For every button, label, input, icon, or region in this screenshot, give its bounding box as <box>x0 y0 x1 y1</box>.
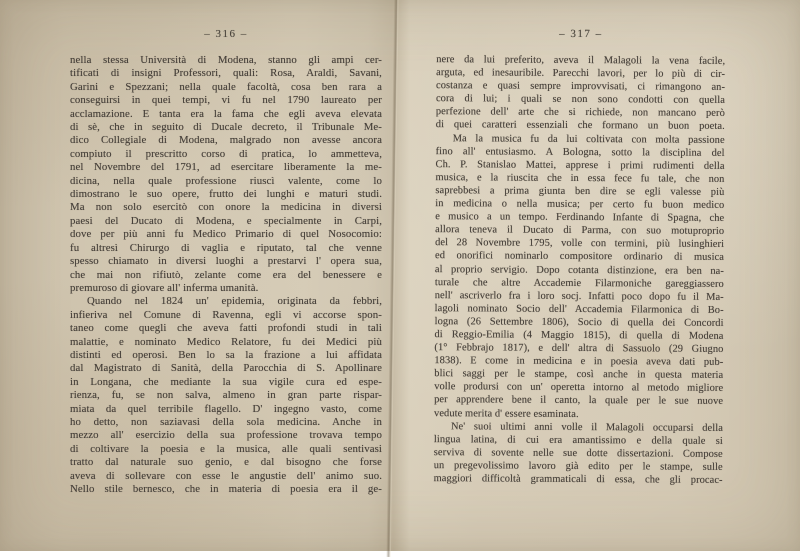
page-number-left: – 316 – <box>204 28 248 40</box>
text-line: che mai non rifiutò, zelante come era del benessere e <box>70 268 382 281</box>
text-line: nella stessa Università di Modena, stanno gli ampi cer- <box>70 54 382 66</box>
text-line: malattie, e nominato Medico Relatore, fu dei Medici più <box>70 335 382 348</box>
text-line: vedute merita d' essere esaminata. <box>434 407 579 420</box>
text-line: perfezione dell' arte che si richiede, non mancano però <box>435 106 725 120</box>
text-line: cora di lui; i quali se non sono condotti con quella <box>435 93 725 107</box>
text-line: dicina, nella quale professione riuscì valente, come lo <box>70 174 382 187</box>
text-line: un pregevolissimo lavoro già edito per le stampe, sulle <box>433 460 723 473</box>
text-line: musica, e la riuscita che in essa fece fu tale, che non <box>435 171 725 185</box>
page-316 <box>70 28 382 496</box>
text-line: del 28 Novembre 1795, volle con termini, più lusinghieri <box>435 237 725 251</box>
text-line: Ma la musica fu da lui coltivata con molta passione <box>452 132 725 146</box>
text-line: saprebbesi a prima giunta ben dire se egli valesse più <box>435 185 725 198</box>
text-line: logna (26 Settembre 1806), Socio di quella dei Concordi <box>434 315 724 329</box>
text-line: aveva di sollevare con esse le angustie dell' animo suo. <box>70 469 382 482</box>
text-line: per apprendere bene il canto, la quale per le sue nuove <box>434 394 724 408</box>
text-line: infieriva nel Comune di Ravenna, egli vi accorse spon- <box>70 308 382 321</box>
text-line: Ma non solo esercitò con onore la medicina in diversi <box>70 201 382 214</box>
text-line: Ch. P. Stanislao Mattei, apprese i primi rudimenti della <box>435 158 725 172</box>
text-line: tratto dal naturale suo genio, e dal bisogno che forse <box>70 456 382 469</box>
text-line: spesso chiamato in diversi luoghi a prestarvi l' opera sua, <box>70 255 382 268</box>
text-line: Nello stile bernesco, che in materia di poesia era il ge- <box>70 483 382 495</box>
text-line: serviva di sovente nelle sue dotte dissertazioni. Compose <box>433 446 723 460</box>
text-line: mezzo all' esercizio della sua professione trovava tempo <box>70 429 382 442</box>
text-line: turale che altre Accademie Filarmoniche gareggiassero <box>434 276 724 290</box>
text-line: nell' ascriverlo fra i loro socj. Infatti poco dopo fu il Ma- <box>434 289 724 303</box>
text-line: distinti ed operosi. Ben lo sa la frazione a lui affidata <box>70 348 382 361</box>
text-line: 1838). E come in medicina e in poesia aveva dati pub- <box>434 355 724 369</box>
text-line: rienza, fu, se non salva, almeno in gran parte rispar- <box>70 389 382 402</box>
text-line: compiuto il prescritto corso di pratica, lo ammetteva, <box>70 147 382 160</box>
text-line: di sè, che in seguito di Ducale decreto, il Tribunale Me- <box>70 121 382 134</box>
text-line: conseguirsi in quei tempi, vi fu nel 1790 laureato per <box>70 94 382 107</box>
text-line: Quando nel 1824 un' epidemia, originata da febbri, <box>87 295 382 308</box>
text-line: di Reggio-Emilia (4 Maggio 1815), di quella di Modena <box>434 329 724 342</box>
text-line: acclamazione. E tanta era la fama che egli aveva elevata <box>70 107 382 120</box>
text-line: Garini e Spezzani; nella quale facoltà, cosa ben rara a <box>70 80 382 93</box>
text-line: volle prodursi con un' operetta intorno al metodo migliore <box>434 381 724 395</box>
text-line: allora teneva il Ducato di Parma, con suo motuproprio <box>435 224 725 238</box>
page-text-left <box>70 54 382 496</box>
text-line: ho detto, non saziavasi della sola medicina. Anche in <box>70 415 382 428</box>
text-line: e musico a un tempo. Ferdinando Infante di Spagna, che <box>435 211 725 225</box>
text-line: in medicina o nella musica; per certo fu buon medico <box>435 198 725 211</box>
text-line: al proprio servigio. Dopo cotanta distinzione, era ben na- <box>434 263 724 277</box>
text-line: dal Magistrato di Sanità, della Parocchia di S. Apollinare <box>70 362 382 375</box>
text-line: arguta, ed inesauribile. Parecchi lavori, per lo più di cir- <box>436 67 726 80</box>
text-line: nere da lui preferito, aveva il Malagoli la vena facile, <box>436 54 726 67</box>
page-number-right: – 317 – <box>559 27 603 41</box>
text-line: di quei caratteri essenziali che formano un buon poeta. <box>435 119 725 133</box>
text-line: miata da quel terribile flagello. D' ingegno vasto, come <box>70 402 382 415</box>
text-line: premuroso di giovare all' inferma umanità. <box>70 281 259 294</box>
text-line: dove per più anni fu Medico Primario di quel Nosocomio: <box>70 228 382 241</box>
text-line: fino all' entusiasmo. A Bologna, sotto la disciplina del <box>435 145 725 159</box>
text-line: fu altresì Chirurgo di vaglia e riputato, tal che venne <box>70 241 382 254</box>
text-line: tificati di insigni Professori, quali: Rosa, Araldi, Savani, <box>70 67 382 80</box>
text-line: dimostrano le suo opere, frutto dei lunghi e maturi studi. <box>70 188 382 201</box>
gutter-crease <box>386 0 399 557</box>
text-line: taneo come quegli che aveva fatti profondi studi in tali <box>70 322 382 335</box>
text-line: Ne' suoi ultimi anni volle il Malagoli occuparsi della <box>450 420 723 434</box>
text-line: ed onorifici nominarlo compositore ordinario di musica <box>434 250 725 264</box>
text-line: in Longana, che mediante la sua vigile cura ed espe- <box>70 375 382 388</box>
page-317 <box>434 27 726 487</box>
text-line: blici saggi per le stampe, così anche in questa materia <box>434 368 724 382</box>
text-line: (1° Febbrajo 1817), e dell' altra di Sassuolo (29 Giugno <box>434 342 724 355</box>
text-line: paesi del Ducato di Modena, e specialmente in Carpi, <box>70 214 382 227</box>
text-line: lagoli nominato Socio dell' Accademia Filarmonica di Bo- <box>434 302 724 316</box>
text-line: nel Novembre del 1791, ad esercitare liberamente la me- <box>70 161 382 174</box>
text-line: maggiori difficoltà grammaticali di essa, che gli procac- <box>433 473 723 486</box>
page-text-right <box>434 53 726 487</box>
text-line: dico Collegiale di Modena, malgrado non avesse ancora <box>70 134 382 147</box>
text-line: costanza e quasi sempre improvvisati, ci rimangono an- <box>436 80 726 94</box>
text-line: di coltivare la poesia e la musica, alle quali sentivasi <box>70 442 382 455</box>
text-line: lingua latina, di cui era amantissimo e della quale si <box>433 433 723 447</box>
